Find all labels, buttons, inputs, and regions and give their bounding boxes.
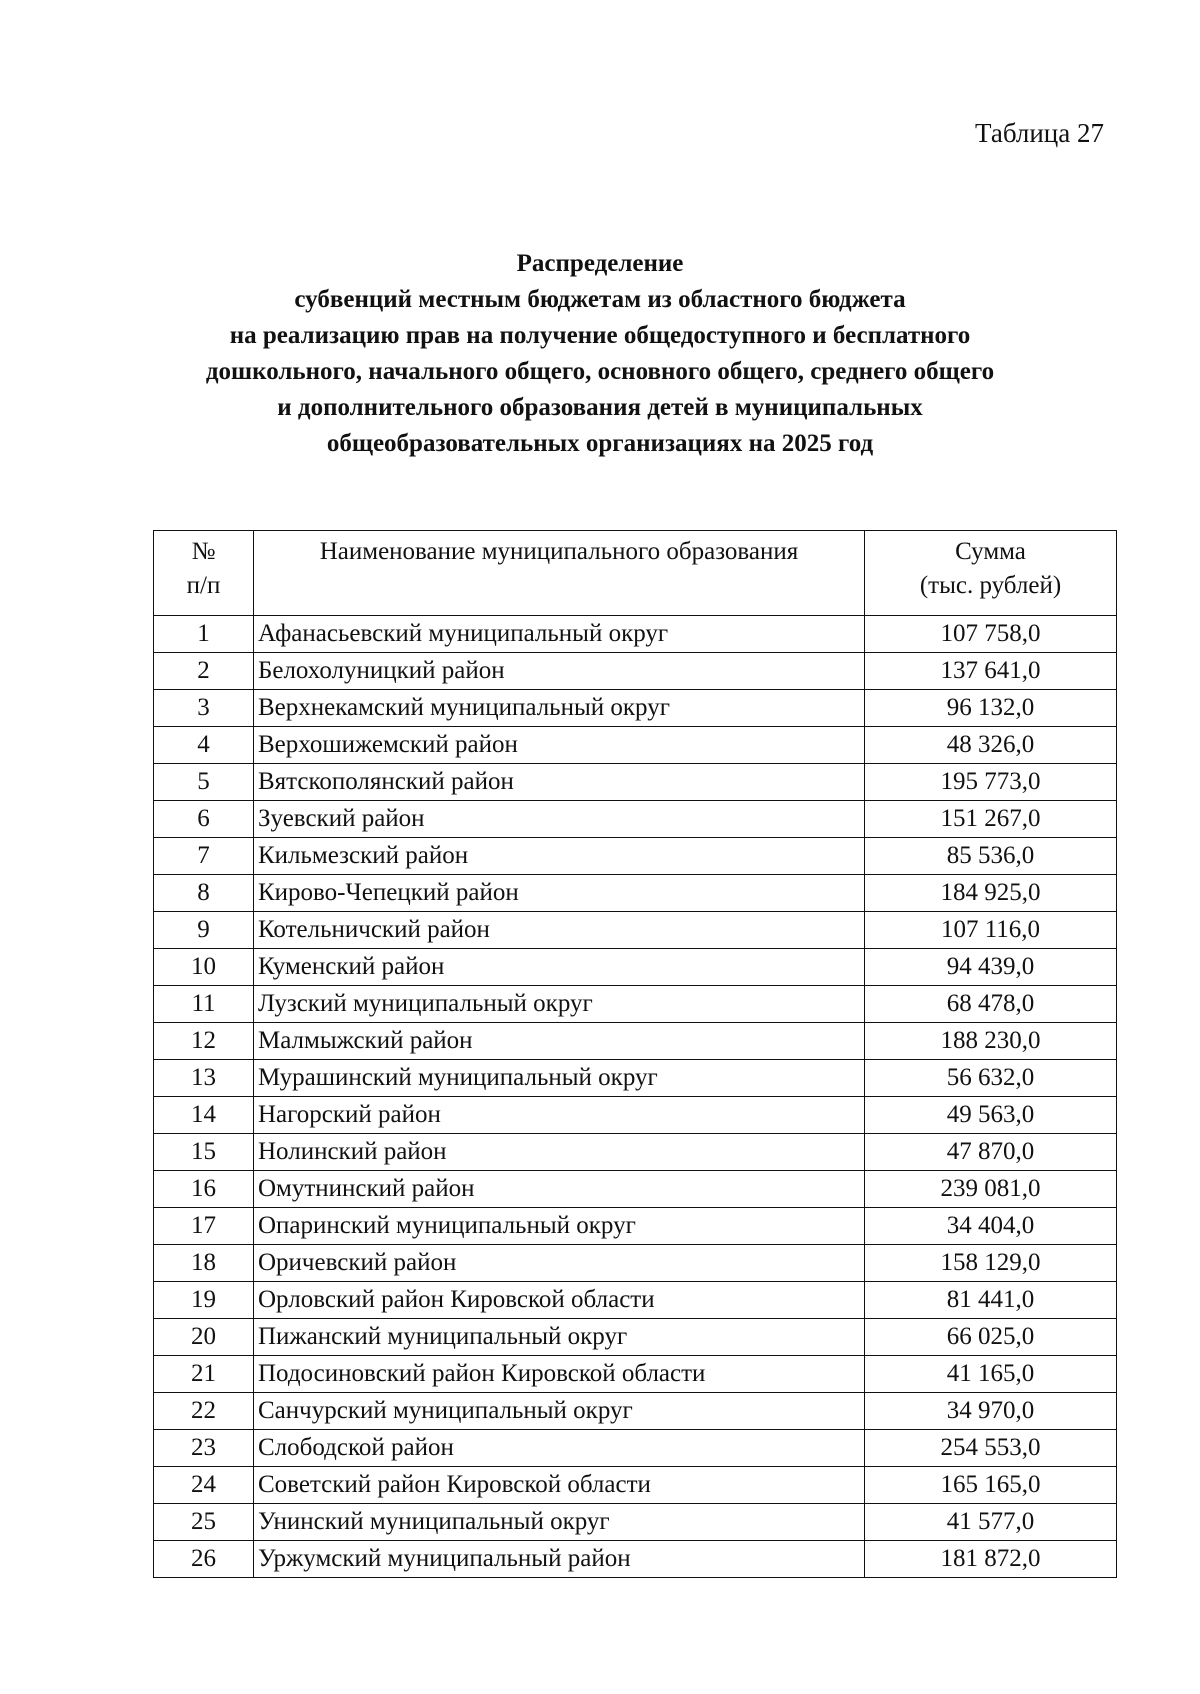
row-sum: 151 267,0 <box>865 801 1117 838</box>
table-row <box>154 727 1117 764</box>
row-municipality-name: Санчурский муниципальный округ <box>254 1393 865 1430</box>
row-number: 8 <box>154 875 254 912</box>
header-sum <box>865 531 1117 616</box>
header-sum-unit: (тыс. рублей) <box>919 572 1062 599</box>
title-line: общеобразовательных организациях на 2025 год <box>326 430 874 457</box>
table-row <box>154 653 1117 690</box>
table-row <box>154 1430 1117 1467</box>
row-number: 23 <box>154 1430 254 1467</box>
row-number: 22 <box>154 1393 254 1430</box>
table-row <box>154 1245 1117 1282</box>
row-sum: 85 536,0 <box>865 838 1117 875</box>
table-row <box>154 1023 1117 1060</box>
table-row <box>154 1134 1117 1171</box>
row-number: 9 <box>154 912 254 949</box>
table-number-label: Таблица 27 <box>975 118 1104 148</box>
title-line: Распределение <box>516 250 684 277</box>
row-sum: 94 439,0 <box>865 949 1117 986</box>
row-municipality-name: Советский район Кировской области <box>254 1467 865 1504</box>
row-municipality-name: Слободской район <box>254 1430 865 1467</box>
row-municipality-name: Нолинский район <box>254 1134 865 1171</box>
table-row <box>154 1393 1117 1430</box>
row-sum: 107 758,0 <box>865 616 1117 653</box>
row-number: 12 <box>154 1023 254 1060</box>
table-row <box>154 1467 1117 1504</box>
row-sum: 41 577,0 <box>865 1504 1117 1541</box>
row-number: 21 <box>154 1356 254 1393</box>
row-municipality-name: Вятскополянский район <box>254 764 865 801</box>
row-sum: 41 165,0 <box>865 1356 1117 1393</box>
row-sum: 66 025,0 <box>865 1319 1117 1356</box>
row-sum: 184 925,0 <box>865 875 1117 912</box>
row-sum: 56 632,0 <box>865 1060 1117 1097</box>
row-sum: 48 326,0 <box>865 727 1117 764</box>
row-sum: 34 970,0 <box>865 1393 1117 1430</box>
title-line: субвенций местным бюджетам из областного бюджета <box>294 286 906 313</box>
row-municipality-name: Верхошижемский район <box>254 727 865 764</box>
row-municipality-name: Подосиновский район Кировской области <box>254 1356 865 1393</box>
row-sum: 188 230,0 <box>865 1023 1117 1060</box>
row-sum: 107 116,0 <box>865 912 1117 949</box>
table-row <box>154 616 1117 653</box>
row-sum: 254 553,0 <box>865 1430 1117 1467</box>
header-sum-label: Сумма <box>955 538 1026 565</box>
table-row <box>154 912 1117 949</box>
table-body <box>154 616 1117 1578</box>
header-number-sign: № <box>191 538 216 565</box>
row-number: 20 <box>154 1319 254 1356</box>
row-sum: 68 478,0 <box>865 986 1117 1023</box>
row-municipality-name: Орловский район Кировской области <box>254 1282 865 1319</box>
row-sum: 195 773,0 <box>865 764 1117 801</box>
row-number: 16 <box>154 1171 254 1208</box>
table-row <box>154 1356 1117 1393</box>
row-sum: 158 129,0 <box>865 1245 1117 1282</box>
row-number: 7 <box>154 838 254 875</box>
table-header-row <box>154 531 1117 616</box>
row-municipality-name: Омутнинский район <box>254 1171 865 1208</box>
header-number-pp: п/п <box>186 572 221 599</box>
table-row <box>154 1282 1117 1319</box>
row-municipality-name: Кирово-Чепецкий район <box>254 875 865 912</box>
distribution-table <box>153 530 1117 1578</box>
row-number: 18 <box>154 1245 254 1282</box>
row-number: 19 <box>154 1282 254 1319</box>
row-municipality-name: Верхнекамский муниципальный округ <box>254 690 865 727</box>
header-name: Наименование муниципального образования <box>254 531 865 616</box>
document-title <box>0 246 1200 462</box>
table-row <box>154 801 1117 838</box>
row-number: 13 <box>154 1060 254 1097</box>
table-row <box>154 1319 1117 1356</box>
row-number: 15 <box>154 1134 254 1171</box>
row-number: 10 <box>154 949 254 986</box>
table-row <box>154 986 1117 1023</box>
table-row <box>154 838 1117 875</box>
row-number: 2 <box>154 653 254 690</box>
row-number: 5 <box>154 764 254 801</box>
table-row <box>154 949 1117 986</box>
row-municipality-name: Опаринский муниципальный округ <box>254 1208 865 1245</box>
row-sum: 81 441,0 <box>865 1282 1117 1319</box>
table-row <box>154 1097 1117 1134</box>
row-municipality-name: Зуевский район <box>254 801 865 838</box>
row-sum: 239 081,0 <box>865 1171 1117 1208</box>
title-line: на реализацию прав на получение общедоступного и бесплатного <box>229 322 971 349</box>
table-row <box>154 1171 1117 1208</box>
row-municipality-name: Куменский район <box>254 949 865 986</box>
row-number: 14 <box>154 1097 254 1134</box>
row-number: 24 <box>154 1467 254 1504</box>
row-number: 4 <box>154 727 254 764</box>
row-municipality-name: Афанасьевский муниципальный округ <box>254 616 865 653</box>
row-municipality-name: Оричевский район <box>254 1245 865 1282</box>
row-sum: 181 872,0 <box>865 1541 1117 1578</box>
row-sum: 137 641,0 <box>865 653 1117 690</box>
table-row <box>154 1504 1117 1541</box>
table-row <box>154 1208 1117 1245</box>
row-municipality-name: Пижанский муниципальный округ <box>254 1319 865 1356</box>
row-municipality-name: Малмыжский район <box>254 1023 865 1060</box>
row-sum: 34 404,0 <box>865 1208 1117 1245</box>
row-number: 25 <box>154 1504 254 1541</box>
row-municipality-name: Лузский муниципальный округ <box>254 986 865 1023</box>
row-municipality-name: Унинский муниципальный округ <box>254 1504 865 1541</box>
table-row <box>154 1060 1117 1097</box>
row-number: 11 <box>154 986 254 1023</box>
row-municipality-name: Белохолуницкий район <box>254 653 865 690</box>
row-number: 26 <box>154 1541 254 1578</box>
row-municipality-name: Котельничский район <box>254 912 865 949</box>
row-number: 6 <box>154 801 254 838</box>
row-number: 17 <box>154 1208 254 1245</box>
row-number: 3 <box>154 690 254 727</box>
title-line: и дополнительного образования детей в муниципальных <box>277 394 923 421</box>
table-row <box>154 690 1117 727</box>
row-sum: 165 165,0 <box>865 1467 1117 1504</box>
row-municipality-name: Уржумский муниципальный район <box>254 1541 865 1578</box>
table-row <box>154 1541 1117 1578</box>
row-municipality-name: Мурашинский муниципальный округ <box>254 1060 865 1097</box>
header-number <box>154 531 254 616</box>
row-number: 1 <box>154 616 254 653</box>
table-row <box>154 875 1117 912</box>
row-municipality-name: Нагорский район <box>254 1097 865 1134</box>
table-row <box>154 764 1117 801</box>
row-sum: 47 870,0 <box>865 1134 1117 1171</box>
title-line: дошкольного, начального общего, основного общего, среднего общего <box>205 358 995 385</box>
row-sum: 96 132,0 <box>865 690 1117 727</box>
row-sum: 49 563,0 <box>865 1097 1117 1134</box>
row-municipality-name: Кильмезский район <box>254 838 865 875</box>
